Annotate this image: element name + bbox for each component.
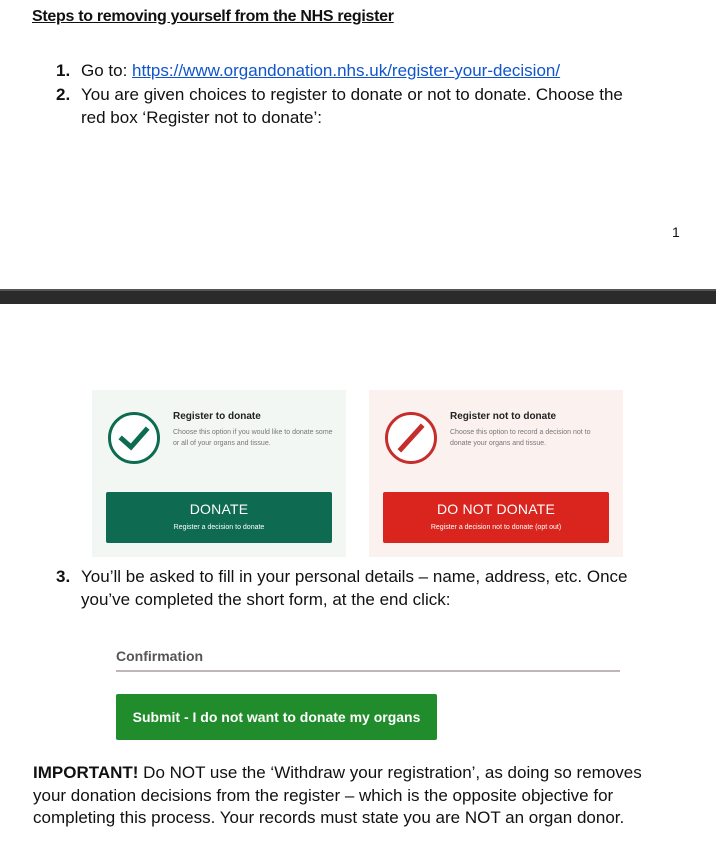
confirmation-underline: [116, 670, 620, 672]
page-divider: [0, 291, 716, 304]
slash-icon: [385, 412, 437, 464]
step-text-line2: red box ‘Register not to donate’:: [81, 108, 322, 127]
donate-button-label: DONATE: [189, 501, 249, 517]
step-text: Go to:: [81, 61, 133, 80]
do-not-donate-button[interactable]: [383, 492, 609, 543]
card-title: Register to donate: [173, 411, 261, 422]
important-text: Do NOT use the ‘Withdraw your registration’, as doing so removes your donation decisions from the register – which is the opposite objective for completing this process. Your records must state you are NOT an organ donor.: [33, 763, 642, 827]
step-text-line1: You are given choices to register to donate or not to donate. Choose the: [81, 85, 623, 104]
step-number: 3.: [56, 567, 71, 586]
step-2: [56, 83, 696, 129]
do-not-donate-button-label: DO NOT DONATE: [437, 501, 555, 517]
donate-button[interactable]: [106, 492, 332, 543]
page-number: 1: [672, 224, 680, 240]
card-description: Choose this option to record a decision not to donate your organs and tissue.: [450, 429, 591, 447]
register-to-donate-card: [92, 390, 346, 557]
submit-opt-out-button[interactable]: Submit - I do not want to donate my organs: [116, 694, 437, 740]
step-3: [56, 565, 696, 611]
card-description: Choose this option if you would like to donate some or all of your organs and tissue.: [173, 429, 333, 447]
important-lead: IMPORTANT!: [33, 763, 139, 782]
step-number: 1.: [56, 61, 71, 80]
step-1: [56, 59, 676, 82]
important-note: [33, 762, 673, 830]
do-not-donate-button-sublabel: Register a decision not to donate (opt out): [430, 524, 562, 531]
donate-button-sublabel: Register a decision to donate: [173, 524, 265, 531]
step-text-line2: you’ve completed the short form, at the end click:: [81, 590, 451, 609]
step-text-line1: You’ll be asked to fill in your personal details – name, address, etc. Once: [81, 567, 628, 586]
register-not-to-donate-card: [369, 390, 623, 557]
register-decision-link[interactable]: https://www.organdonation.nhs.uk/register-your-decision/: [132, 61, 561, 80]
card-title: Register not to donate: [450, 411, 557, 422]
step-number: 2.: [56, 85, 71, 104]
checkmark-icon: [108, 412, 160, 464]
confirmation-label: Confirmation: [116, 648, 204, 664]
document-title: Steps to removing yourself from the NHS register: [32, 8, 394, 25]
